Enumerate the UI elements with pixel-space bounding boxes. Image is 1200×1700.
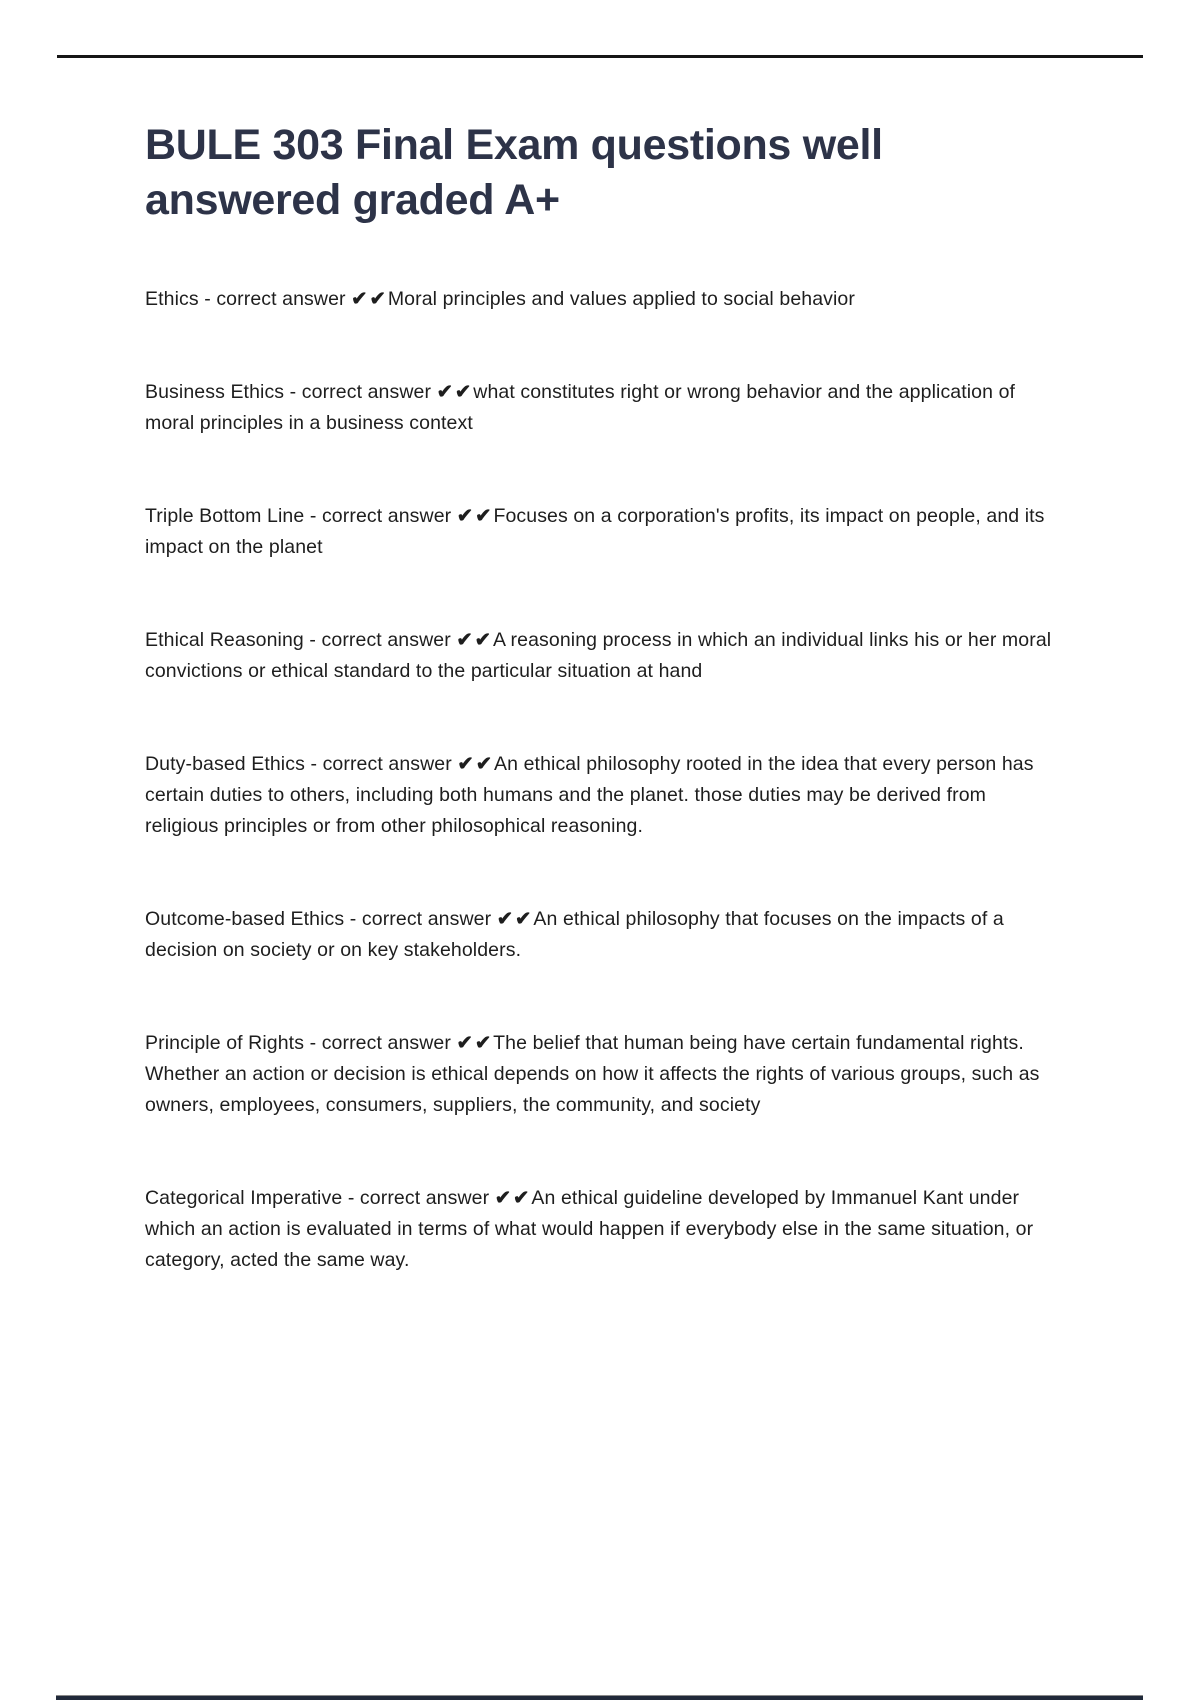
qa-definition: An ethical guideline developed by Immanuel Kant under which an action is evaluated in terms of what would happen if everybody else in the same situation, or category, acted the same way.: [145, 1187, 1034, 1271]
answer-marker: - correct answer: [342, 1187, 495, 1209]
answer-marker: - correct answer: [344, 908, 497, 930]
qa-term: Duty-based Ethics: [145, 753, 305, 775]
qa-definition: what constitutes right or wrong behavior and the application of moral principles in a business context: [145, 381, 1016, 434]
checkmark-icons: ✔✔: [456, 505, 494, 527]
qa-definition: The belief that human being have certain fundamental rights. Whether an action or decision is ethical depends on how it affects the rights of various groups, such as owners, employees, consumers, suppliers, the community, and society: [145, 1032, 1040, 1116]
qa-definition: Focuses on a corporation's profits, its impact on people, and its impact on the planet: [145, 505, 1045, 558]
qa-term: Principle of Rights: [145, 1032, 305, 1054]
qa-item: [145, 749, 1060, 842]
qa-term: Categorical Imperative: [145, 1187, 343, 1209]
qa-item: [145, 1028, 1060, 1121]
answer-marker: - correct answer: [198, 288, 352, 310]
qa-definition: An ethical philosophy that focuses on the impacts of a decision on society or on key stakeholders.: [145, 908, 1004, 961]
answer-marker: - correct answer: [304, 753, 458, 775]
qa-item: [145, 284, 1060, 315]
checkmark-icons: ✔✔: [456, 629, 493, 651]
qa-definition: An ethical philosophy rooted in the idea that every person has certain duties to others, including both humans and the planet. those duties may be derived from religious principles or from other philosophical reasoning.: [145, 753, 1034, 837]
checkmark-icons: ✔✔: [436, 381, 474, 403]
qa-item: [145, 1183, 1060, 1276]
qa-item: [145, 501, 1060, 563]
qa-item: [145, 625, 1060, 687]
qa-definition: Moral principles and values applied to social behavior: [387, 288, 855, 310]
checkmark-icons: ✔✔: [351, 288, 388, 310]
checkmark-icons: ✔✔: [456, 1032, 494, 1054]
answer-marker: - correct answer: [304, 505, 457, 527]
qa-term: Ethics: [145, 288, 199, 310]
qa-term: Outcome-based Ethics: [145, 908, 345, 930]
checkmark-icons: ✔✔: [457, 753, 495, 775]
checkmark-icons: ✔✔: [494, 1187, 532, 1209]
qa-item: [145, 377, 1060, 439]
document-page: [145, 0, 1060, 1338]
qa-term: Ethical Reasoning: [145, 629, 304, 651]
answer-marker: - correct answer: [284, 381, 437, 403]
qa-item: [145, 904, 1060, 966]
page-title: BULE 303 Final Exam questions well answered graded A+: [145, 121, 883, 224]
qa-definition: A reasoning process in which an individual links his or her moral convictions or ethical standard to the particular situation at hand: [145, 629, 1052, 682]
answer-marker: - correct answer: [303, 629, 457, 651]
bottom-divider: [56, 1695, 1143, 1700]
answer-marker: - correct answer: [304, 1032, 457, 1054]
checkmark-icons: ✔✔: [496, 908, 534, 930]
qa-term: Business Ethics: [145, 381, 285, 403]
qa-term: Triple Bottom Line: [145, 505, 305, 527]
